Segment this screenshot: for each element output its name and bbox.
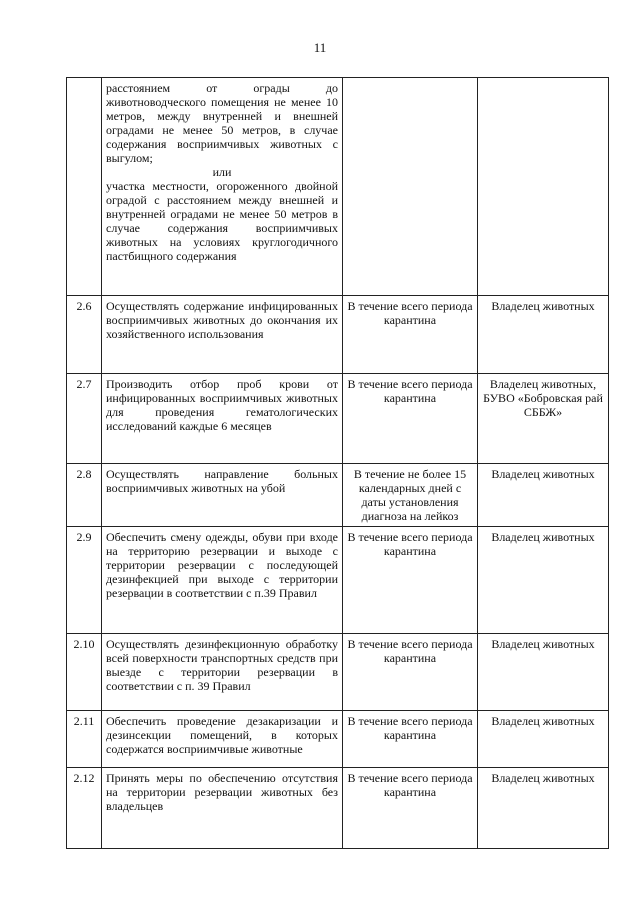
row-action: Осуществлять дезинфекционную обработку всей поверхности транспортных средств при выезде с территории резервации в соответствии с п. 39 Правил	[102, 634, 343, 711]
row-number: 2.8	[67, 464, 102, 527]
row-number: 2.6	[67, 296, 102, 374]
row-action: Осуществлять содержание инфицированных восприимчивых животных до окончания их хозяйственного использования	[102, 296, 343, 374]
table-row-continuation	[67, 78, 609, 296]
cell-action	[102, 78, 343, 296]
cell-term	[343, 78, 478, 296]
row-term: В течение всего периода карантина	[343, 374, 478, 464]
row-responsible: Владелец животных	[478, 634, 609, 711]
row-responsible: Владелец животных	[478, 711, 609, 768]
row-number: 2.11	[67, 711, 102, 768]
row-term: В течение всего периода карантина	[343, 711, 478, 768]
row-term: В течение всего периода карантина	[343, 296, 478, 374]
row-number: 2.10	[67, 634, 102, 711]
cell-responsible	[478, 78, 609, 296]
row-term: В течение не более 15 календарных дней с даты установления диагноза на лейкоз	[343, 464, 478, 527]
row-action: Производить отбор проб крови от инфицированных восприимчивых животных для проведения гематологических исследований каждые 6 месяцев	[102, 374, 343, 464]
row-action: Принять меры по обеспечению отсутствия на территории резервации животных без владельцев	[102, 768, 343, 849]
table-row	[67, 634, 609, 711]
row-term: В течение всего периода карантина	[343, 768, 478, 849]
page-number: 11	[313, 40, 327, 55]
continuation-or: или	[212, 165, 232, 179]
row-responsible: Владелец животных, БУВО «Бобровская рай СББЖ»	[478, 374, 609, 464]
cell-num	[67, 78, 102, 296]
row-responsible: Владелец животных	[478, 464, 609, 527]
table-row	[67, 464, 609, 527]
measures-table	[66, 77, 609, 849]
row-responsible: Владелец животных	[478, 527, 609, 634]
row-action: Осуществлять направление больных восприимчивых животных на убой	[102, 464, 343, 527]
table-row	[67, 527, 609, 634]
row-term: В течение всего периода карантина	[343, 634, 478, 711]
row-action: Обеспечить проведение дезакаризации и дезинсекции помещений, в которых содержатся восприимчивые животные	[102, 711, 343, 768]
table-row	[67, 768, 609, 849]
table-row	[67, 374, 609, 464]
table-row	[67, 296, 609, 374]
continuation-text-1: расстоянием от ограды до животноводческого помещения не менее 10 метров, между внутренней и внешней оградами не менее 50 метров, в случае содержания восприимчивых животных с выгулом;	[106, 81, 338, 165]
row-number: 2.9	[67, 527, 102, 634]
row-number: 2.7	[67, 374, 102, 464]
row-responsible: Владелец животных	[478, 296, 609, 374]
continuation-text-2: участка местности, огороженного двойной оградой с расстоянием между внешней и внутренней оградами не менее 50 метров в случае содержания восприимчивых животных на условиях круглогодичного пастбищного содержания	[106, 179, 338, 263]
row-number: 2.12	[67, 768, 102, 849]
row-responsible: Владелец животных	[478, 768, 609, 849]
row-term: В течение всего периода карантина	[343, 527, 478, 634]
table-row	[67, 711, 609, 768]
row-action: Обеспечить смену одежды, обуви при входе на территорию резервации и выходе с территории резервации с последующей дезинфекцией при выходе с территории резервации в соответствии с п.39 Правил	[102, 527, 343, 634]
